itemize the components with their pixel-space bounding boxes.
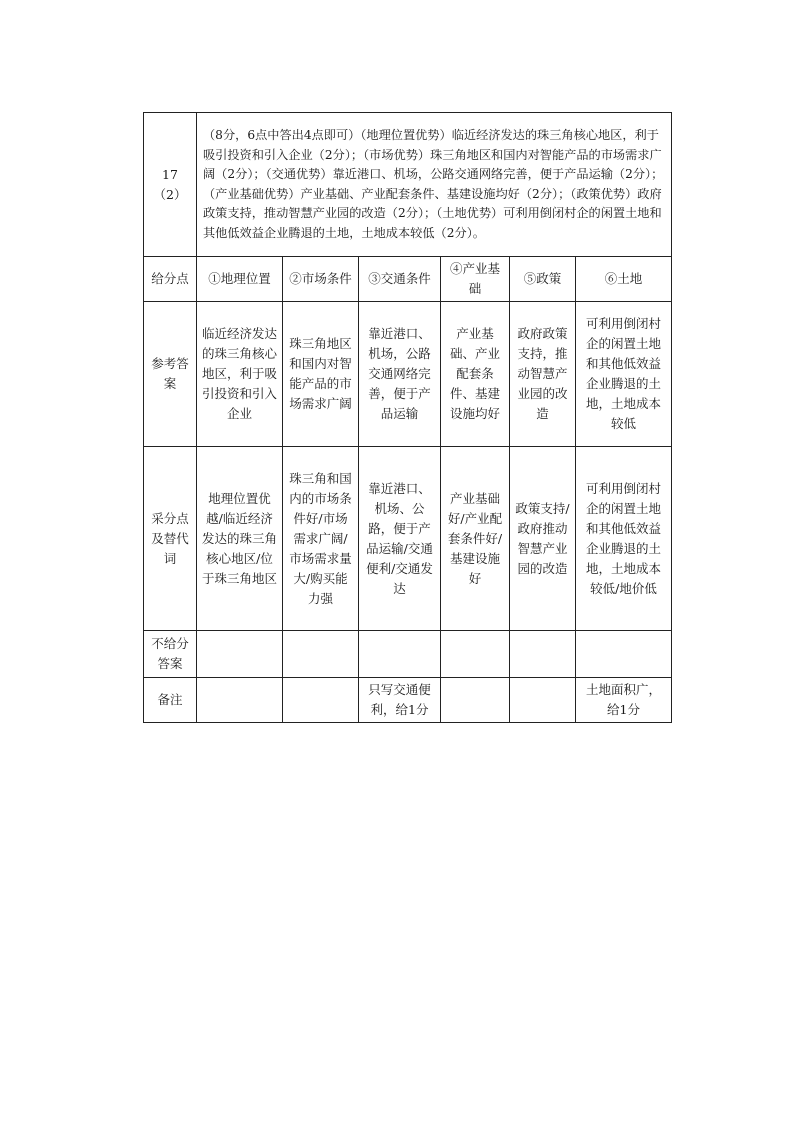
- remarks-cell: 只写交通便利，给1分: [359, 678, 441, 723]
- header-cell: ③交通条件: [359, 257, 441, 302]
- question-row: [144, 113, 672, 257]
- reference-cell: 政府政策支持，推动智慧产业园的改造: [510, 302, 576, 447]
- remarks-cell: [283, 678, 359, 723]
- remarks-cell: [441, 678, 510, 723]
- reference-label: 参考答案: [144, 302, 197, 447]
- remarks-cell: 土地面积广，给1分: [576, 678, 672, 723]
- header-cell: ①地理位置: [197, 257, 283, 302]
- scoring-cell: 可利用倒闭村企的闲置土地和其他低效益企业腾退的土地，土地成本较低/地价低: [576, 447, 672, 631]
- header-cell: ⑤政策: [510, 257, 576, 302]
- answer-sheet: [143, 112, 671, 717]
- question-id: 17（2）: [144, 113, 197, 257]
- no-score-row: [144, 631, 672, 678]
- reference-cell: 珠三角地区和国内对智能产品的市场需求广阔: [283, 302, 359, 447]
- reference-cell: 可利用倒闭村企的闲置土地和其他低效益企业腾退的土地，土地成本较低: [576, 302, 672, 447]
- scoring-table: [143, 112, 672, 723]
- reference-row: [144, 302, 672, 447]
- scoring-cell: 靠近港口、机场、公路，便于产品运输/交通便利/交通发达: [359, 447, 441, 631]
- header-cell: ④产业基础: [441, 257, 510, 302]
- reference-cell: 产业基础、产业配套条件、基建设施均好: [441, 302, 510, 447]
- no-score-cell: [197, 631, 283, 678]
- question-answer-text: （8分，6点中答出4点即可）（地理位置优势）临近经济发达的珠三角核心地区，利于吸引投资和引入企业（2分）；（市场优势）珠三角地区和国内对智能产品的市场需求广阔（2分）；（交通优势）靠近港口、机场，公路交通网络完善，便于产品运输（2分）；（产业基础优势）产业基础、产业配套条件、基建设施均好（2分）；（政策优势）政府政策支持，推动智慧产业园的改造（2分）；（土地优势）可利用倒闭村企的闲置土地和其他低效益企业腾退的土地，土地成本较低（2分）。: [197, 113, 672, 257]
- header-cell: ⑥土地: [576, 257, 672, 302]
- no-score-cell: [359, 631, 441, 678]
- scoring-cell: 产业基础好/产业配套条件好/基建设施好: [441, 447, 510, 631]
- header-row: [144, 257, 672, 302]
- remarks-label: 备注: [144, 678, 197, 723]
- reference-cell: 临近经济发达的珠三角核心地区，利于吸引投资和引入企业: [197, 302, 283, 447]
- header-label: 给分点: [144, 257, 197, 302]
- no-score-cell: [283, 631, 359, 678]
- remarks-cell: [510, 678, 576, 723]
- header-cell: ②市场条件: [283, 257, 359, 302]
- remarks-cell: [197, 678, 283, 723]
- no-score-cell: [576, 631, 672, 678]
- scoring-label: 采分点及替代词: [144, 447, 197, 631]
- remarks-row: [144, 678, 672, 723]
- no-score-cell: [441, 631, 510, 678]
- scoring-cell: 地理位置优越/临近经济发达的珠三角核心地区/位于珠三角地区: [197, 447, 283, 631]
- no-score-cell: [510, 631, 576, 678]
- reference-cell: 靠近港口、机场，公路交通网络完善，便于产品运输: [359, 302, 441, 447]
- no-score-label: 不给分答案: [144, 631, 197, 678]
- scoring-cell: 政策支持/政府推动智慧产业园的改造: [510, 447, 576, 631]
- scoring-row: [144, 447, 672, 631]
- scoring-cell: 珠三角和国内的市场条件好/市场需求广阔/市场需求量大/购买能力强: [283, 447, 359, 631]
